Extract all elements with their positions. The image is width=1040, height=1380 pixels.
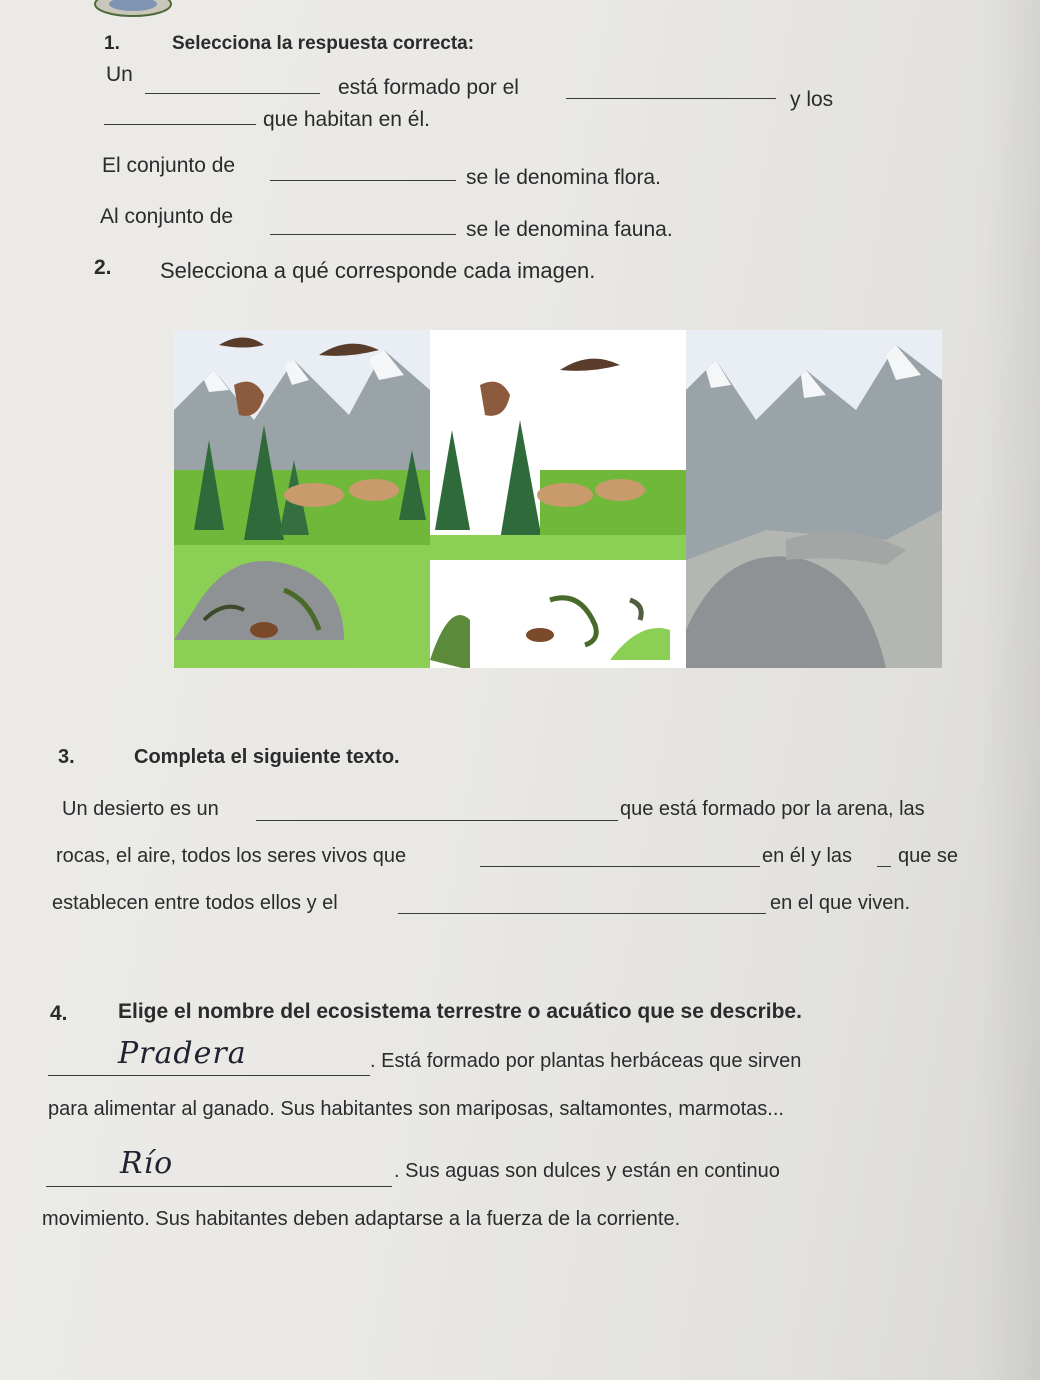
q1-title: Selecciona la respuesta correcta:	[172, 33, 475, 54]
page-shadow	[980, 0, 1040, 1380]
blank-animals[interactable]	[270, 234, 456, 235]
q1-line3-start: El conjunto de	[102, 154, 236, 177]
blank-live[interactable]	[480, 866, 760, 867]
blank-living-beings[interactable]	[104, 124, 256, 125]
q1-line2-end: que habitan en él.	[263, 108, 430, 131]
blank-ecosystem-1[interactable]	[48, 1075, 370, 1076]
q4-title: Elige el nombre del ecosistema terrestre o acuático que se describe.	[118, 1000, 802, 1023]
q1-line4-start: Al conjunto de	[100, 205, 234, 228]
q2-number: 2.	[94, 256, 112, 279]
q1-line3-end: se le denomina flora.	[466, 166, 661, 189]
q3-line1-start: Un desierto es un	[62, 798, 219, 820]
q4-desc2-a: . Sus aguas son dulces y están en continuo	[394, 1160, 780, 1182]
q3-line3-start: establecen entre todos ellos y el	[52, 892, 338, 914]
q2-title: Selecciona a qué corresponde cada imagen.	[160, 258, 596, 283]
q1-number: 1.	[104, 33, 120, 54]
q3-line2-start: rocas, el aire, todos los seres vivos que	[56, 845, 407, 867]
q3-number: 3.	[58, 746, 75, 768]
handwritten-answer-1[interactable]: Pradera	[118, 1036, 247, 1071]
q4-desc1-b: para alimentar al ganado. Sus habitantes son mariposas, saltamontes, marmotas...	[48, 1098, 784, 1120]
q3-line2-mid: en él y las	[762, 845, 853, 867]
blank-medium[interactable]	[566, 98, 776, 99]
q1-line1-mid: está formado por el	[338, 76, 519, 99]
image-ecosystem[interactable]	[174, 330, 430, 668]
blank-plants[interactable]	[270, 180, 456, 181]
q4-number: 4.	[50, 1002, 68, 1025]
q3-title: Completa el siguiente texto.	[134, 746, 400, 768]
image-living-beings[interactable]	[430, 330, 686, 668]
ecosystem-images	[174, 330, 942, 668]
q4-desc1-a: . Está formado por plantas herbáceas que sirven	[370, 1050, 802, 1072]
blank-ecosystem-2[interactable]	[46, 1186, 392, 1187]
blank-ecosystem[interactable]	[145, 93, 320, 94]
q4-desc2-b: movimiento. Sus habitantes deben adaptarse a la fuerza de la corriente.	[42, 1208, 681, 1230]
q1-line1-start: Un	[106, 63, 133, 86]
q3-line1-end: que está formado por la arena, las	[620, 798, 925, 820]
q1-line1-end: y los	[790, 88, 834, 111]
blank-climate[interactable]	[398, 913, 766, 914]
q3-line3-end: en el que viven.	[770, 892, 911, 914]
image-physical-environment[interactable]	[686, 330, 942, 668]
q1-line4-end: se le denomina fauna.	[466, 218, 673, 241]
blank-relations[interactable]	[877, 866, 891, 867]
blank-ecosystem-desert[interactable]	[256, 820, 618, 821]
school-logo	[92, 0, 174, 18]
q3-line2-end: que se	[898, 845, 959, 867]
handwritten-answer-2[interactable]: Río	[120, 1146, 174, 1181]
